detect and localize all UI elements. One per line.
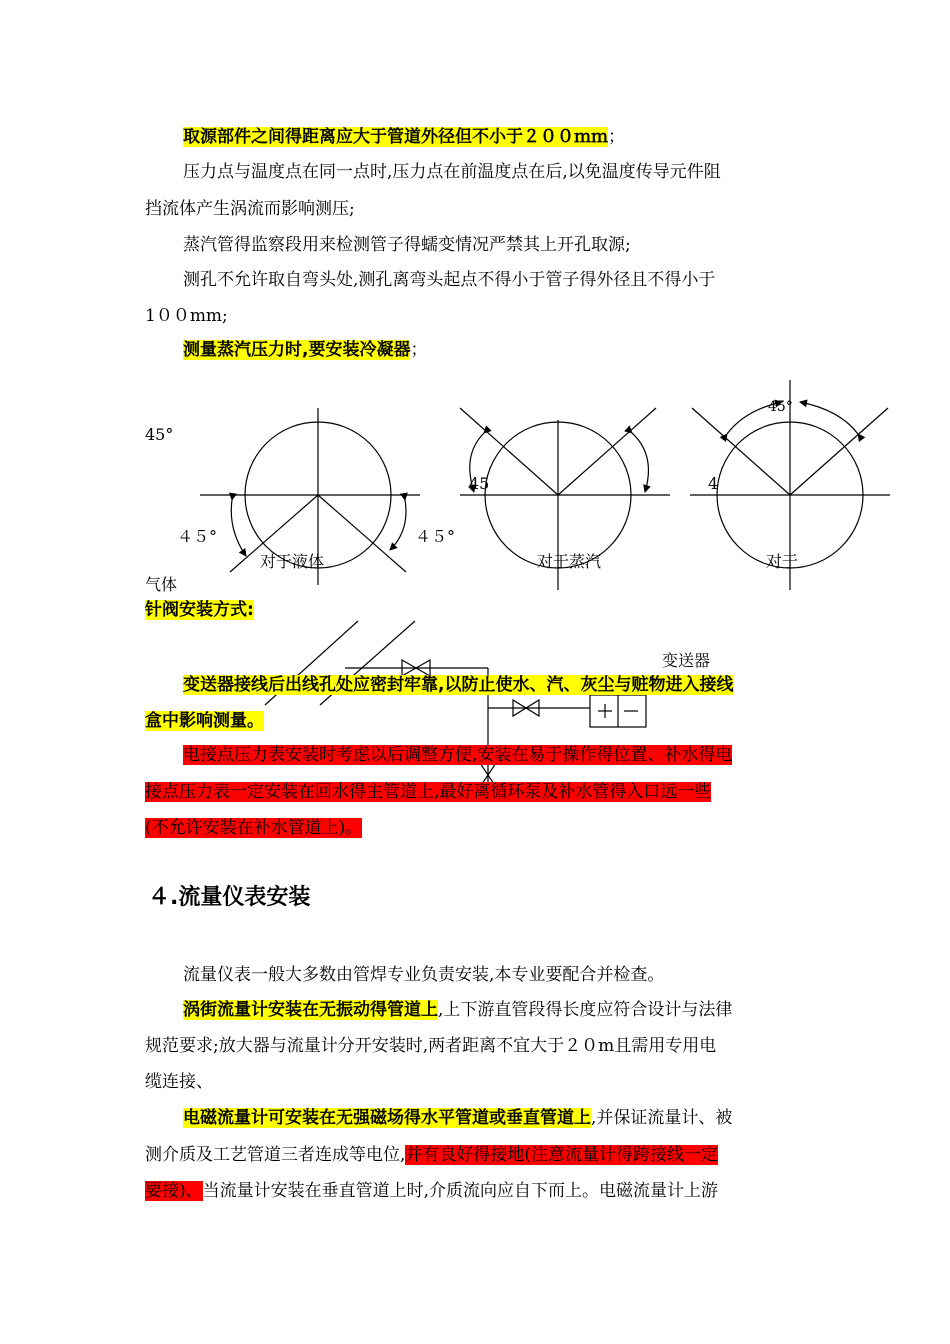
needle-valve-title (145, 597, 254, 623)
note-contact-gauge-line3: (不允许安装在补水管道上)。 (145, 818, 363, 838)
paragraph-vortex-line2: 规范要求;放大器与流量计分开安装时,两者距离不宜大于２０m且需用专用电 (145, 1036, 717, 1056)
paragraph-pressure-temp-line1: 压力点与温度点在同一点时,压力点在前温度点在后,以免温度传导元件阻 (183, 162, 721, 182)
note-transmitter-sealing-line2: 盒中影响测量。 (145, 711, 264, 731)
paragraph-tap-hole-line1: 测孔不允许取自弯头处,测孔离弯头起点不得小于管子得外径且不得小于 (183, 270, 716, 290)
angle-arrow-steam-right (632, 433, 648, 492)
paragraph-tap-hole-line2: 1００mm; (145, 306, 228, 326)
tap-line-gas-left (692, 408, 790, 495)
highlight-sampling-distance: 取源部件之间得距离应大于管道外径但不小于２００ｍｍ (183, 127, 608, 147)
note-contact-gauge-line1: 电接点压力表安装时考虑以后调整方便,安装在易于操作得位置、补水得电 (183, 745, 733, 765)
note-contact-gauge-line2: 接点压力表一定安装在回水得主管道上,最好离循环泵及补水管得入口远一些 (145, 782, 712, 802)
transmitter-label: 变送器 (662, 651, 711, 670)
caption-gas: 气体 (145, 575, 178, 594)
paragraph-pressure-temp-line2: 挡流体产生涡流而影响测压; (145, 199, 355, 219)
highlight-vortex: 涡街流量计安装在无振动得管道上 (183, 1000, 438, 1020)
paragraph-condenser: 测量蒸汽压力时,要安装冷凝器； (183, 340, 428, 360)
caption-gas-partial: 对于 (766, 552, 799, 571)
highlight-em: 电磁流量计可安装在无强磁场得水平管道或垂直管道上 (183, 1108, 591, 1128)
angle-arrow-liquid-right (390, 500, 406, 550)
paragraph-em-line1: 电磁流量计可安装在无强磁场得水平管道或垂直管道上,并保证流量计、被 (183, 1108, 733, 1128)
angle-arrow-gas-right (800, 402, 858, 434)
caption-liquid: 对于液体 (260, 552, 325, 571)
paragraph-em-line3: 要接)、当流量计安装在垂直管道上时,介质流向应自下而上。电磁流量计上游 (145, 1181, 719, 1201)
note-transmitter-sealing-line1: 变送器接线后出线孔处应密封牢靠,以防止使水、汽、灰尘与赃物进入接线 (183, 675, 734, 695)
highlight-condenser: 测量蒸汽压力时,要安装冷凝器 (183, 340, 411, 360)
tap-line-gas-right (790, 408, 888, 495)
paragraph-flow-intro: 流量仪表一般大多数由管焊专业负责安装,本专业要配合并检查。 (183, 965, 665, 985)
tap-line-liquid-right (318, 495, 406, 572)
tap-line-steam-right (558, 408, 656, 495)
label-45-liquid-right: ４５° (415, 527, 456, 546)
label-45-steam: 45 (469, 474, 490, 493)
label-45-liquid-left: ４５° (177, 527, 218, 546)
paragraph-vortex-line3: 缆连接、 (145, 1072, 213, 1092)
paragraph-sampling-distance: 取源部件之间得距离应大于管道外径但不小于２００ｍｍ； (183, 127, 625, 147)
label-45-top-left: 45° (145, 425, 174, 444)
highlight-needle-valve-title: 针阀安装方式: (145, 600, 254, 620)
angle-arrow-liquid-left (231, 500, 246, 556)
paragraph-vortex-line1: 涡街流量计安装在无振动得管道上,上下游直管段得长度应符合设计与法律 (183, 1000, 733, 1020)
paragraph-steam-monitoring: 蒸汽管得监察段用来检测管子得蠕变情况严禁其上开孔取源; (183, 235, 631, 255)
paragraph-em-line2: 测介质及工艺管道三者连成等电位,并有良好得接地(注意流量计得跨接线一定 (145, 1145, 719, 1165)
label-45-gas-top: 45° (768, 399, 793, 415)
label-4-gas: 4 (708, 474, 719, 493)
caption-steam: 对于蒸汽 (537, 552, 602, 571)
section-heading-flow-meters: ４.流量仪表安装 (148, 885, 311, 910)
